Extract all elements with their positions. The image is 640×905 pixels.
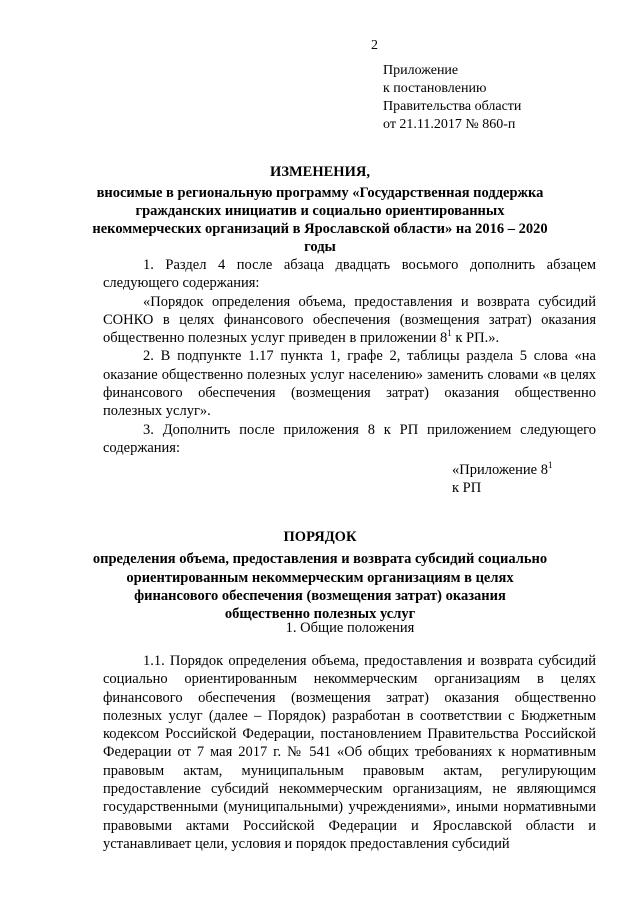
appendix-line: Приложение bbox=[383, 63, 459, 78]
paragraph: 2. В подпункте 1.17 пункта 1, графе 2, таблицы раздела 5 слова «на оказание общественно полезных услуг населению» заменить словами «в целях финансового обеспечения (возмещения затрат) оказания общественно полезных услуг». bbox=[103, 348, 596, 420]
paragraph-quote: «Порядок определения объема, предоставления и возврата субсидий СОНКО в целях финансового обеспечения (возмещения затрат) оказания общественно полезных услуг приведен в приложении $8^1$ к РП.». bbox=[103, 293, 596, 347]
section-heading: 1. Общие положения bbox=[285, 620, 415, 636]
paragraph: 1. Раздел 4 после абзаца двадцать восьмого дополнить абзацем следующего содержания: bbox=[103, 257, 596, 292]
order-title bbox=[90, 528, 550, 623]
appendix-line: «Приложение $8^1$ bbox=[452, 460, 553, 478]
order-heading: ПОРЯДОК bbox=[283, 529, 357, 545]
changes-subtitle: вносимые в региональную программу «Государственная поддержка гражданских инициатив и социально ориентированных некоммерческих организаций в Ярославской области» на 2016 – 2020 годы bbox=[92, 185, 548, 255]
changes-title bbox=[80, 163, 560, 256]
appendix-line: к постановлению bbox=[383, 81, 487, 96]
changes-heading: ИЗМЕНЕНИЯ, bbox=[270, 164, 370, 180]
appendix-8-1-block bbox=[452, 461, 552, 497]
section1-body bbox=[103, 652, 596, 853]
appendix-block bbox=[383, 62, 623, 134]
appendix-line: Правительства области bbox=[383, 99, 522, 114]
page-number: 2 bbox=[371, 38, 378, 53]
appendix-line: к РП bbox=[452, 480, 482, 496]
paragraph: 3. Дополнить после приложения 8 к РП приложением следующего содержания: bbox=[103, 421, 596, 456]
paragraph: 1.1. Порядок определения объема, предоставления и возврата субсидий социально ориентированным некоммерческим организациям в целях финансового обеспечения (возмещения затрат) оказания общественно полезных услуг (далее – Порядок) разработан в соответствии с Бюджетным кодексом Российской Федерации, постановлением Правительства Российской Федерации от 7 мая 2017 г. № 541 «Об общих требованиях к нормативным правовым актам, муниципальным правовым актам, регулирующим предоставление субсидий некоммерческим организациям, не являющимся государственными (муниципальными) учреждениями», иными нормативными правовыми актами Российской Федерации и Ярославской области и устанавливает цели, условия и порядок предоставления субсидий bbox=[103, 653, 596, 852]
changes-body bbox=[103, 256, 596, 457]
appendix-line: от 21.11.2017 № 860-п bbox=[383, 117, 516, 132]
order-subtitle: определения объема, предоставления и возврата субсидий социально ориентированным некоммерческим организациям в целях финансового обеспечения (возмещения затрат) оказания общественно полезных услуг bbox=[92, 551, 548, 623]
